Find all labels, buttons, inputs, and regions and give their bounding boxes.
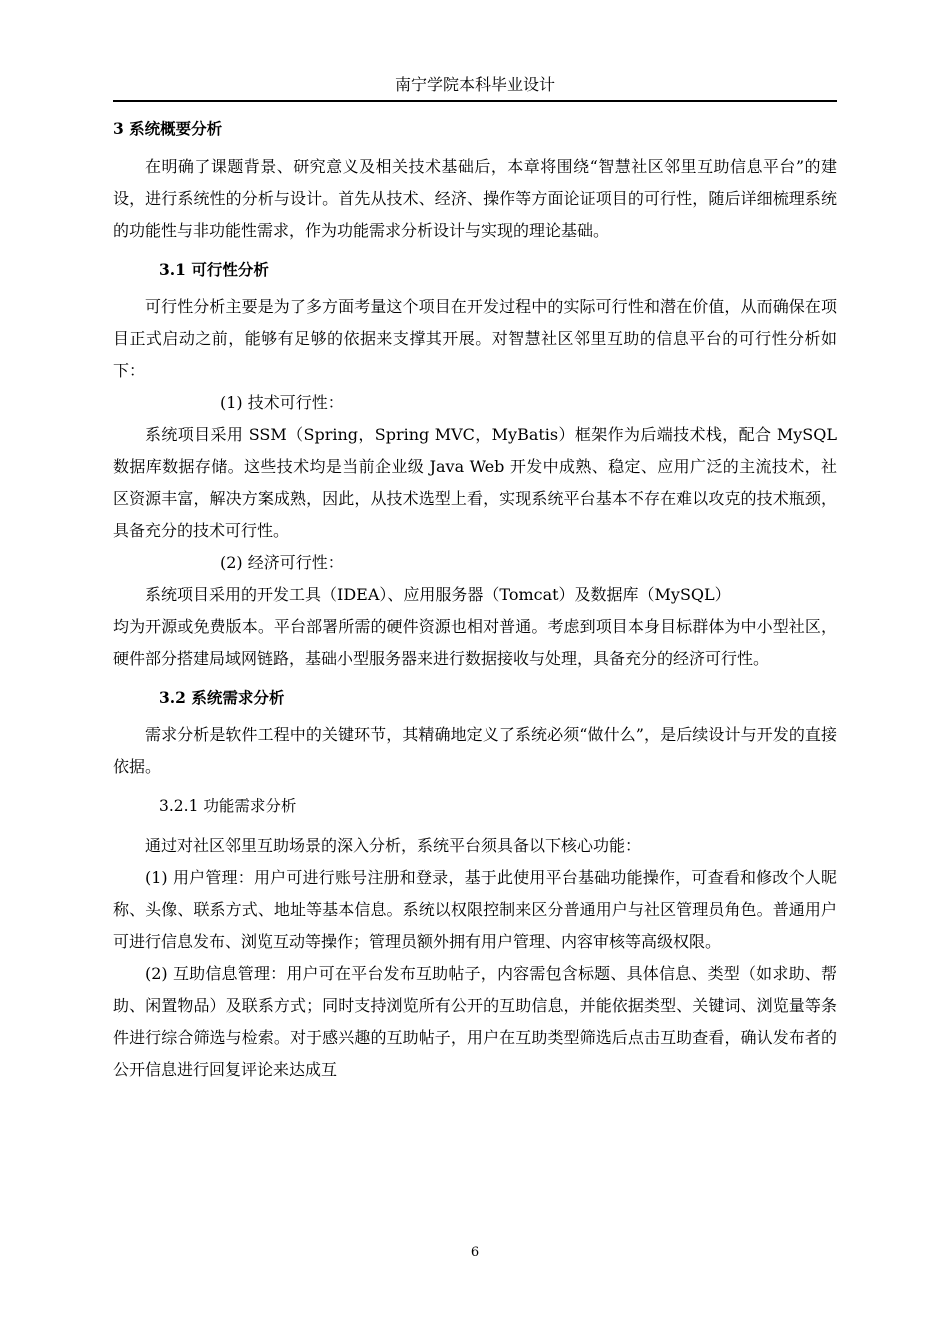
mutual-aid-info-paragraph: (2) 互助信息管理：用户可在平台发布互助帖子，内容需包含标题、具体信息、类型（如求助、帮助、闲置物品）及联系方式；同时支持浏览所有公开的互助信息，并能依据类型、关键词、浏览量等条件进行综合筛选与检索。对于感兴趣的互助帖子，用户在互助类型筛选后点击互助查看，确认发布者的公开信息进行回复评论来达成互	[113, 964, 837, 1079]
section-heading-3-2: 3.2 系统需求分析	[159, 688, 285, 707]
feasibility-intro-paragraph: 可行性分析主要是为了多方面考量这个项目在开发过程中的实际可行性和潜在价值，从而确保在项目正式启动之前，能够有足够的依据来支撑其开展。对智慧社区邻里互助的信息平台的可行性分析如下：	[113, 297, 837, 380]
tech-feasibility-paragraph: 系统项目采用 SSM（Spring，Spring MVC，MyBatis）框架作为后端技术栈，配合 MySQL 数据库数据存储。这些技术均是当前企业级 Java Web 开发中成熟、稳定、应用广泛的主流技术，社区资源丰富，解决方案成熟，因此，从技术选型上看，实现系统平台基本不存在难以攻克的技术瓶颈，具备充分的技术可行性。	[113, 425, 837, 540]
section-heading-3-1: 3.1 可行性分析	[159, 260, 269, 279]
page-body	[113, 116, 837, 1086]
econ-feasibility-paragraph-line1: 系统项目采用的开发工具（IDEA）、应用服务器（Tomcat）及数据库（MySQL）	[145, 585, 731, 604]
econ-feasibility-heading: (2) 经济可行性：	[220, 553, 344, 572]
chapter-intro-paragraph: 在明确了课题背景、研究意义及相关技术基础后，本章将围绕“智慧社区邻里互助信息平台”的建设，进行系统性的分析与设计。首先从技术、经济、操作等方面论证项目的可行性，随后详细梳理系统的功能性与非功能性需求，作为功能需求分析设计与实现的理论基础。	[113, 157, 837, 240]
requirements-intro-paragraph: 需求分析是软件工程中的关键环节，其精确地定义了系统必须“做什么”，是后续设计与开发的直接依据。	[113, 725, 837, 776]
tech-feasibility-heading: (1) 技术可行性：	[220, 393, 344, 412]
running-header: 南宁学院本科毕业设计	[394, 75, 555, 94]
econ-feasibility-paragraph: 均为开源或免费版本。平台部署所需的硬件资源也相对普通。考虑到项目本身目标群体为中小型社区，硬件部分搭建局域网链路，基础小型服务器来进行数据接收与处理，具备充分的经济可行性。	[113, 617, 837, 668]
functional-requirements-intro: 通过对社区邻里互助场景的深入分析，系统平台须具备以下核心功能：	[145, 836, 642, 855]
subsection-heading-3-2-1: 3.2.1 功能需求分析	[159, 797, 297, 815]
user-management-paragraph: (1) 用户管理：用户可进行账号注册和登录，基于此使用平台基础功能操作，可查看和修改个人昵称、头像、联系方式、地址等基本信息。系统以权限控制来区分普通用户与社区管理员角色。普通用户可进行信息发布、浏览互动等操作；管理员额外拥有用户管理、内容审核等高级权限。	[113, 868, 837, 951]
header-rule	[113, 100, 837, 102]
page-number: 6	[470, 1245, 480, 1260]
chapter-heading: 3 系统概要分析	[113, 119, 223, 138]
